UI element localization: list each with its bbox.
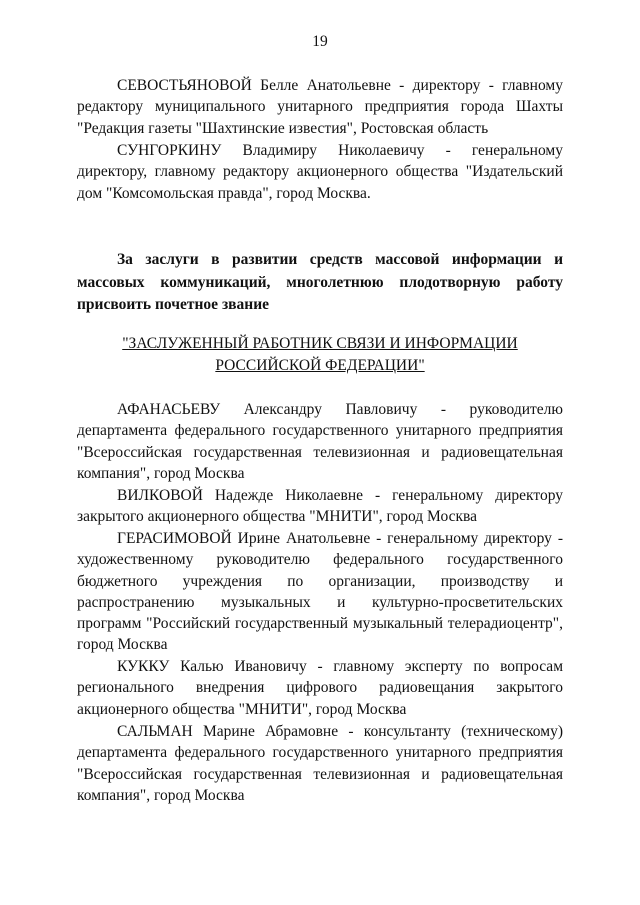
awardee-kukku: КУККУ Калью Ивановичу - главному эксперту по вопросам регионального внедрения цифрового радиовещания закрытого акционерного общества "МНИТИ", город Москва — [77, 658, 563, 718]
intro-paragraph-sevostyanova: СЕВОСТЬЯНОВОЙ Белле Анатольевне - директору - главному редактору муниципального унитарного предприятия города Шахты "Редакция газеты "Шахтинские известия", Ростовская область — [77, 77, 563, 137]
awardee-vilkova: ВИЛКОВОЙ Надежде Николаевне - генеральному директору закрытого акционерного общества "МНИТИ", город Москва — [77, 487, 563, 526]
award-title — [0, 333, 640, 377]
award-title-line-1: "ЗАСЛУЖЕННЫЙ РАБОТНИК СВЯЗИ И ИНФОРМАЦИИ — [122, 335, 518, 352]
award-title-line-2: РОССИЙСКОЙ ФЕДЕРАЦИИ" — [215, 357, 425, 374]
awardee-gerasimova: ГЕРАСИМОВОЙ Ирине Анатольевне - генеральному директору - художественному руководителю федерального государственного бюджетного учреждения по организации, производству и распространению музыкальных и культурно-просветительских программ "Российский государственный музыкальный телерадиоцентр", город Москва — [77, 530, 563, 654]
intro-paragraph-sungorkin: СУНГОРКИНУ Владимиру Николаевичу - генеральному директору, главному редактору акционерного общества "Издательский дом "Комсомольская правда", город Москва. — [77, 142, 563, 202]
decree-text: За заслуги в развитии средств массовой информации и массовых коммуникаций, многолетнюю плодотворную работу присвоить почетное звание — [77, 251, 563, 313]
awardee-afanasyev: АФАНАСЬЕВУ Александру Павловичу - руководителю департамента федерального государственного унитарного предприятия "Всероссийская государственная телевизионная и радиовещательная компания", город Москва — [77, 401, 563, 482]
awardee-salman: САЛЬМАН Марине Абрамовне - консультанту (техническому) департамента федерального государственного унитарного предприятия "Всероссийская государственная телевизионная и радиовещательная компания", город Москва — [77, 723, 563, 804]
page-number: 19 — [312, 33, 328, 50]
